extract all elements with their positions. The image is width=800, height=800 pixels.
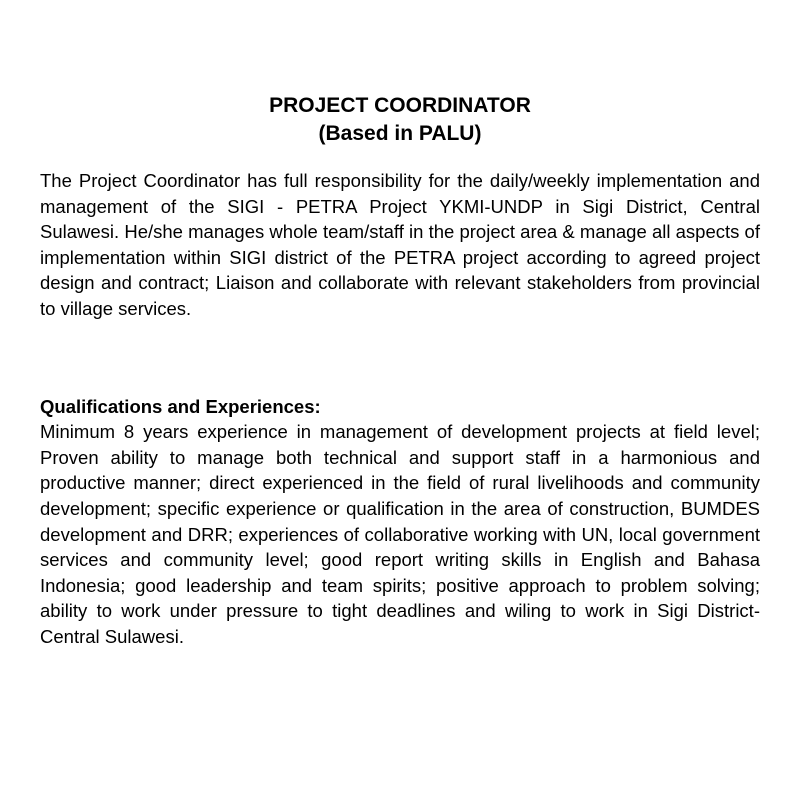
- job-description: The Project Coordinator has full responsibility for the daily/weekly implementation and management of the SIGI - PETRA Project YKMI-UNDP in Sigi District, Central Sulawesi. He/she manages whole team/staff in the project area & manage all aspects of implementation within SIGI district of the PETRA project according to agreed project design and contract; Liaison and collaborate with relevant stakeholders from provincial to village services.: [40, 170, 760, 319]
- job-location: (Based in PALU): [318, 122, 482, 145]
- job-title: PROJECT COORDINATOR: [269, 94, 531, 117]
- job-posting: [40, 92, 760, 650]
- title-block: [40, 92, 760, 148]
- qualifications-heading: Qualifications and Experiences:: [40, 395, 321, 417]
- qualifications-section: [40, 394, 760, 650]
- qualifications-text: Minimum 8 years experience in management of development projects at field level; Proven ability to manage both technical and support staff in a harmonious and productive manner; direct experienced in the field of rural livelihoods and community development; specific experience or qualification in the area of construction, BUMDES development and DRR; experiences of collaborative working with UN, local government services and community level; good report writing skills in English and Bahasa Indonesia; good leadership and team spirits; positive approach to problem solving; ability to work under pressure to tight deadlines and wiling to work in Sigi District- Central Sulawesi.: [40, 421, 760, 647]
